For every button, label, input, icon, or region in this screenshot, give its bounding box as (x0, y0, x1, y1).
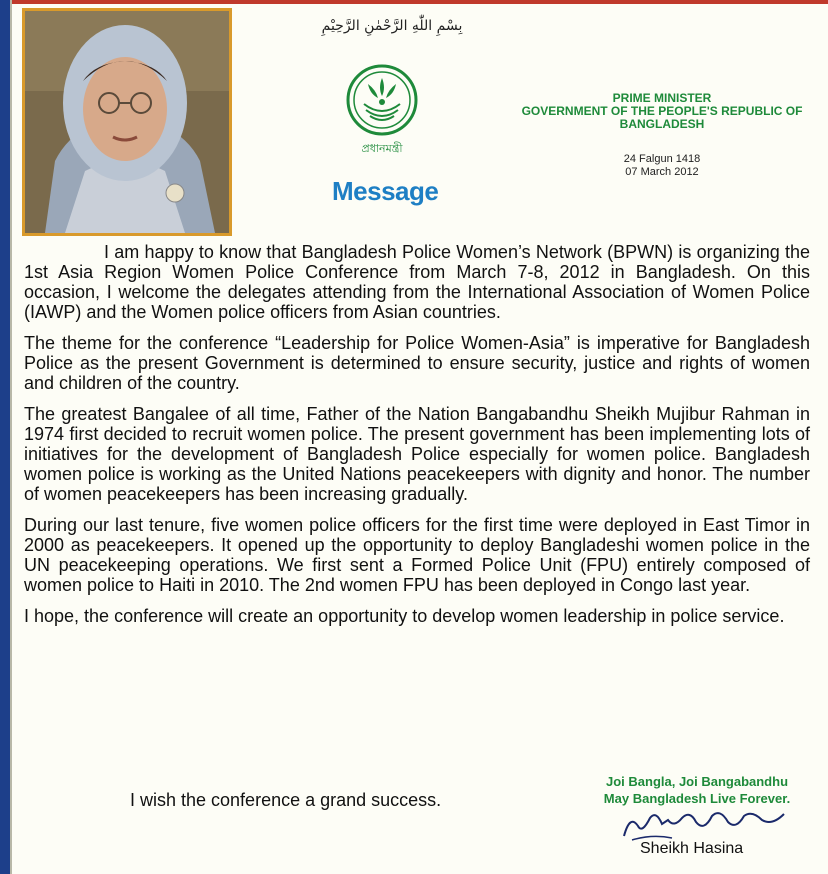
closing-wish: I wish the conference a grand success. (130, 790, 442, 810)
handwritten-signature (612, 806, 802, 842)
top-accent-bar (12, 0, 828, 4)
message-body (24, 242, 810, 637)
date-bangla: 24 Falgun 1418 (623, 153, 701, 165)
message-page (10, 0, 828, 874)
emblem-caption: প্রধানমন্ত্রী (361, 142, 403, 155)
paragraph-2: The theme for the conference “Leadership for Police Women-Asia” is imperative for Bangladesh Police as the present Government is determined to ensure security, justice and rights of women and children of the country. (24, 333, 810, 393)
office-line-1: PRIME MINISTER (612, 91, 712, 105)
signer-name: Sheikh Hasina (640, 840, 744, 857)
office-line-2: GOVERNMENT OF THE PEOPLE'S REPUBLIC OF (521, 104, 803, 118)
closing-slogans (582, 773, 812, 807)
paragraph-1: I am happy to know that Bangladesh Police Women’s Network (BPWN) is organizing the 1st Asia Region Women Police Conference from March 7-8, 2012 in Bangladesh. On this occasion, I welcome the delegates attending from the International Association of Women Police (IAWP) and the Women police officers from Asian countries. (24, 242, 810, 322)
office-heading (512, 92, 812, 131)
paragraph-5: I hope, the conference will create an opportunity to develop women leadership in police service. (24, 606, 785, 626)
slogan-2: May Bangladesh Live Forever. (603, 791, 791, 806)
message-dates (572, 153, 752, 179)
slogan-1: Joi Bangla, Joi Bangabandhu (605, 774, 789, 789)
paragraph-4: During our last tenure, five women police officers for the first time were deployed in East Timor in 2000 as peacekeepers. It opened up the opportunity to deploy Bangladeshi women police in the UN peacekeeping operations. We first sent a Formed Police Unit (FPU) entirely composed of women police to Haiti in 2010. The 2nd women FPU has been deployed in Congo last year. (24, 515, 810, 595)
portrait-photo (22, 8, 232, 236)
date-gregorian: 07 March 2012 (625, 166, 699, 178)
page-title: Message (332, 176, 439, 206)
paragraph-3: The greatest Bangalee of all time, Father of the Nation Bangabandhu Sheikh Mujibur Rahman in 1974 first decided to recruit women police. The present government has been implementing lots of initiatives for the development of Bangladesh Police especially for women police. Bangladesh women police is working as the United Nations peacekeepers with dignity and honor. The number of women peacekeepers has been increasing gradually. (24, 404, 810, 504)
office-line-3: BANGLADESH (619, 117, 705, 131)
bismillah-inscription: بِسْمِ اللّٰهِ الرَّحْمٰنِ الرَّحِيْمِ (321, 18, 463, 34)
